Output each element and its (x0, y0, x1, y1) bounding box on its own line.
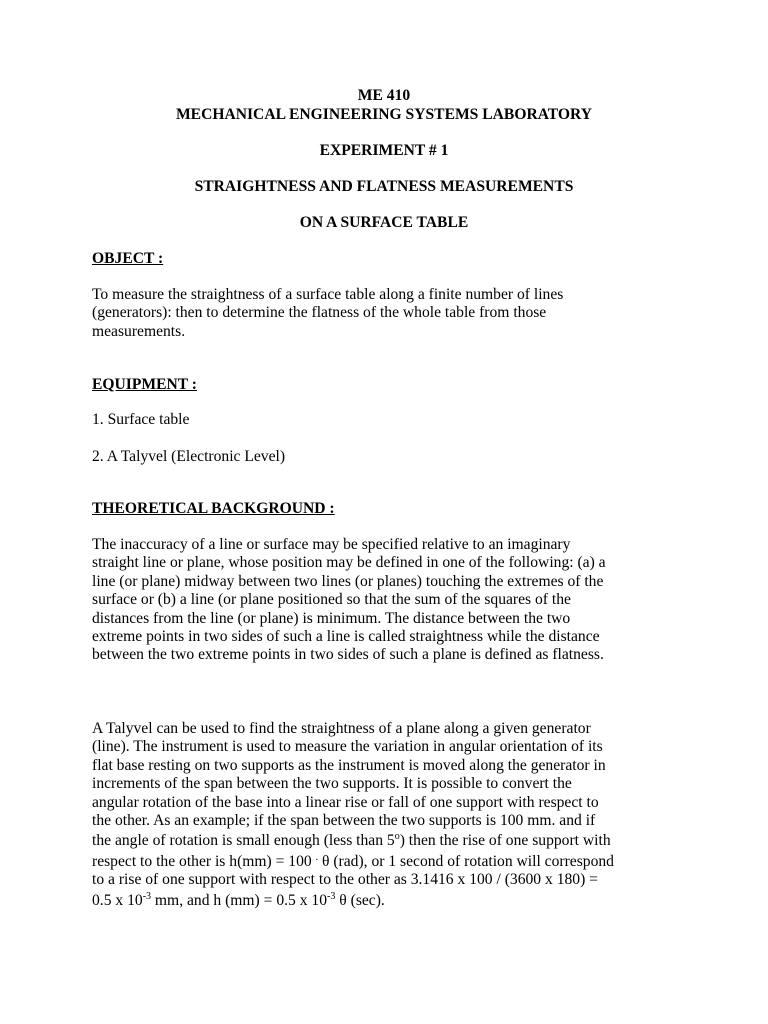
course-code: ME 410 (357, 87, 411, 104)
theory-line: to a rise of one support with respect to the other as 3.1416 x 100 / (3600 x 180) = (92, 871, 598, 889)
theory-line (92, 892, 692, 910)
theory-text: respect to the other is h(mm) = 100 (92, 852, 316, 870)
theory-line: The inaccuracy of a line or surface may be specified relative to an imaginary (92, 536, 571, 553)
theory-line: straight line or plane, whose position may be defined in one of the following: (a) a (92, 554, 606, 572)
experiment-number: EXPERIMENT # 1 (319, 142, 449, 159)
theory-text: θ (sec). (335, 891, 385, 909)
theory-line: distances from the line (or plane) is minimum. The distance between the two (92, 609, 571, 627)
theory-paragraph-1 (92, 536, 692, 665)
theory-paragraph-2 (92, 720, 692, 910)
theory-line: line (or plane) midway between two lines (or planes) touching the extremes of the (92, 572, 604, 590)
theory-line: (line). The instrument is used to measure the variation in angular orientation of its (92, 738, 603, 756)
theory-line: flat base resting on two supports as the instrument is moved along the generator in (92, 756, 606, 774)
theory-line: increments of the span between the two supports. It is possible to convert the (92, 775, 572, 793)
theory-line (92, 832, 692, 850)
theory-heading: THEORETICAL BACKGROUND : (92, 500, 335, 517)
theory-text: 0.5 x 10 (92, 891, 143, 909)
exponent-superscript: -3 (142, 890, 152, 902)
dot-superscript: . (315, 851, 319, 863)
experiment-title-line-1: STRAIGHTNESS AND FLATNESS MEASUREMENTS (194, 178, 574, 195)
theory-line: surface or (b) a line (or plane positioned so that the sum of the squares of the (92, 591, 571, 609)
theory-text: mm, and h (mm) = 0.5 x 10 (151, 891, 328, 909)
theory-text: the angle of rotation is small enough (less than 5 (92, 832, 395, 850)
object-line: To measure the straightness of a surface table along a finite number of lines (92, 286, 564, 303)
object-line: measurements. (92, 322, 186, 340)
experiment-title-line-2: ON A SURFACE TABLE (299, 214, 469, 231)
theory-line: the other. As an example; if the span between the two supports is 100 mm. and if (92, 812, 596, 830)
equipment-item: 2. A Talyvel (Electronic Level) (92, 448, 286, 465)
theory-line: angular rotation of the base into a linear rise or fall of one support with respect to (92, 793, 599, 811)
equipment-item: 1. Surface table (92, 411, 190, 428)
equipment-heading: EQUIPMENT : (92, 376, 197, 393)
lab-title: MECHANICAL ENGINEERING SYSTEMS LABORATORY (175, 106, 593, 123)
exponent-superscript: -3 (327, 890, 336, 902)
theory-text: ) then the rise of one support with (399, 832, 611, 850)
object-heading: OBJECT : (92, 250, 164, 267)
object-line: (generators): then to determine the flatness of the whole table from those (92, 304, 547, 322)
theory-line (92, 853, 692, 871)
theory-line: extreme points in two sides of such a line is called straightness while the distance (92, 628, 600, 646)
theory-line: between the two extreme points in two sides of such a plane is defined as flatness. (92, 646, 604, 664)
theory-line: A Talyvel can be used to find the straightness of a plane along a given generator (92, 720, 591, 737)
theory-text: θ (rad), or 1 second of rotation will correspond (318, 852, 614, 870)
object-paragraph (92, 286, 692, 341)
degree-superscript: o (394, 831, 400, 843)
